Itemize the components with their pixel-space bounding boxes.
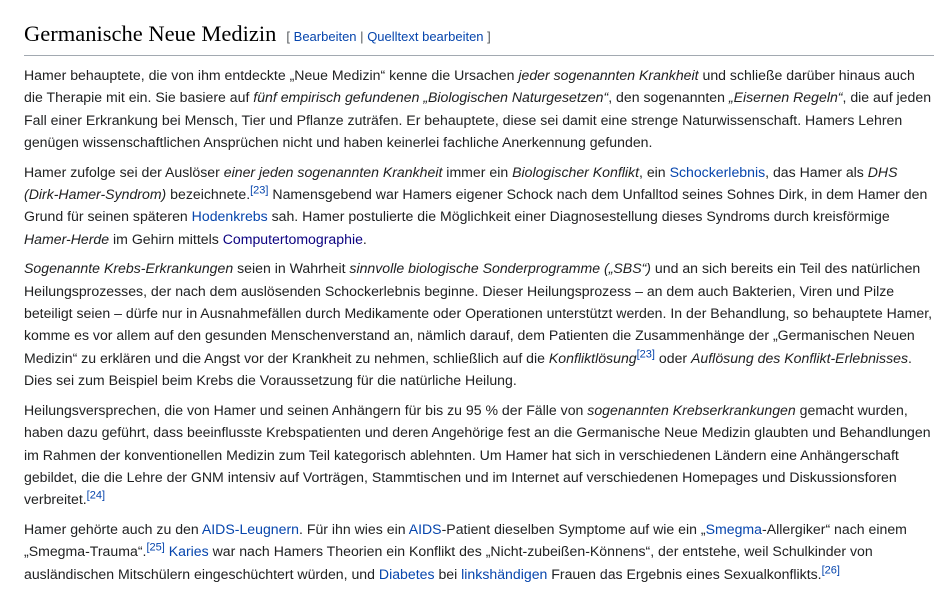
link-schockerlebnis[interactable]: Schockerlebnis bbox=[669, 163, 766, 180]
text: Namensgebend war Hamers eigener Schock nach dem Unfalltod seines Sohnes Dirk, in dem Hamer den Grund für seinen späteren bbox=[24, 186, 928, 225]
text: Hamer behauptete, die von ihm entdeckte „Neue Medizin“ kenne die Ursachen bbox=[24, 67, 519, 83]
link-smegma[interactable]: Smegma bbox=[705, 520, 763, 537]
text: , den sogenannten bbox=[608, 89, 729, 106]
paragraph-2 bbox=[24, 161, 934, 251]
reference-24 bbox=[87, 490, 105, 502]
text: , das Hamer als bbox=[765, 163, 868, 180]
text: immer ein bbox=[442, 163, 513, 180]
edit-separator: | bbox=[360, 29, 364, 44]
reference-25 bbox=[146, 541, 164, 553]
text: -Patient dieselben Symptome auf wie ein „ bbox=[441, 520, 706, 537]
italic-text: jeder sogenannten Krankheit bbox=[518, 67, 699, 83]
text: . Für ihn wies ein bbox=[299, 520, 409, 537]
italic-text: DHS (Dirk-Hamer-Syndrom) bbox=[24, 163, 898, 203]
text: Hamer gehörte auch zu den bbox=[24, 520, 202, 537]
text: , die auf jeden Fall einer Erkrankung bei Mensch, Tier und Pflanze zuträfen. Er behauptete, diese sei damit eine strenge Naturwissenschaft. Hamers Lehren genügen wissenschaftlichen Ansprüchen nicht und haben keinerlei fachliche Anerkennung gefunden. bbox=[24, 89, 932, 151]
italic-text: einer jeden sogenannten Krankheit bbox=[223, 163, 443, 180]
italic-text: fünf empirisch gefundenen „Biologischen Naturgesetzen“ bbox=[253, 89, 609, 106]
text: seien in Wahrheit bbox=[233, 260, 350, 277]
text: sah. Hamer postulierte die Möglichkeit einer Diagnosestellung dieses Syndroms durch kreisförmige bbox=[267, 208, 890, 225]
reference-23 bbox=[250, 184, 268, 196]
bracket-open: [ bbox=[286, 29, 291, 44]
text: , ein bbox=[639, 163, 670, 180]
text: gemacht wurden, haben dazu geführt, dass beeinflusste Krebspatienten und deren Angehörige fest an die Germanische Neue Medizin glaubten und Behandlungen im Rahmen der konventionellen Medizin zum Teil kategorisch ablehnten. Um Hamer hat sich in verschiedenen Ländern eine Anhängerschaft gebildet, die die Lehre der GNM intensiv auf Vorträgen, Stammtischen und im Internet auf verschiedenen Homepages und Diskussionsforen verbreitet. bbox=[24, 401, 931, 508]
paragraph-4 bbox=[24, 399, 934, 511]
italic-text: Sogenannte Krebs-Erkrankungen bbox=[24, 260, 234, 277]
edit-section-links bbox=[286, 29, 490, 44]
reference-26 bbox=[822, 564, 840, 576]
text: Frauen das Ergebnis eines Sexualkonflikts. bbox=[547, 565, 822, 582]
reference-link[interactable]: [23] bbox=[636, 348, 655, 361]
text: . Dies sei zum Beispiel beim Krebs die Voraussetzung für die natürliche Heilung. bbox=[24, 349, 912, 389]
paragraph-5 bbox=[24, 518, 934, 585]
text: im Gehirn mittels bbox=[109, 230, 223, 247]
bracket-close: ] bbox=[487, 29, 491, 44]
italic-text: Auflösung des Konflikt-Erlebnisses bbox=[691, 349, 909, 366]
italic-text: sinnvolle biologische Sonderprogramme („SBS“) bbox=[349, 260, 651, 277]
italic-text: Hamer-Herde bbox=[24, 230, 110, 247]
text: bezeichnete. bbox=[166, 186, 251, 203]
text: und an sich bereits ein Teil des natürlichen Heilungsprozesses, der nach dem auslösenden Schockerlebnis beginne. Dieser Heilungsprozess – an dem auch Bakterien, Viren und Pilze beteiligt seien – dürfe nur in Ausnahmefällen durch Medikamente oder Operationen unterstützt werden. In der Behandlung, so behauptete Hamer, komme es vor allem auf den gesunden Menschenverstand an, nämlich darauf, dem Patienten die Zusammenhänge der „Germanischen Neuen Medizin“ zu erklären und die Angst vor der Krankheit zu nehmen, schließlich auf die bbox=[24, 260, 933, 366]
text: bei bbox=[434, 565, 462, 582]
text: Heilungsversprechen, die von Hamer und seinen Anhängern für bis zu 95 % der Fälle von bbox=[24, 401, 588, 418]
italic-text: „Eisernen Regeln“ bbox=[728, 89, 843, 106]
reference-link[interactable]: [24] bbox=[86, 489, 106, 502]
link-aids[interactable]: AIDS bbox=[408, 520, 442, 537]
reference-23 bbox=[637, 348, 655, 360]
text: und schließe darüber hinaus auch die Therapie mit ein. Sie basiere auf bbox=[24, 67, 915, 106]
link-hodenkrebs[interactable]: Hodenkrebs bbox=[191, 208, 268, 225]
section-title: Germanische Neue Medizin bbox=[24, 21, 277, 46]
source-edit-link[interactable]: Quelltext bearbeiten bbox=[367, 29, 484, 44]
paragraph-3 bbox=[24, 257, 934, 391]
reference-link[interactable]: [26] bbox=[821, 563, 840, 576]
text: . bbox=[362, 230, 367, 247]
link-linkshaendigen[interactable]: linkshändigen bbox=[461, 565, 548, 582]
text: war nach Hamers Theorien ein Konflikt des „Nicht-zubeißen-Könnens“, der entstehe, weil Schulkinder von ausländischen Mitschülern eingeschüchtert würden, und bbox=[24, 543, 873, 582]
link-aids-leugnern[interactable]: AIDS-Leugnern bbox=[201, 520, 300, 537]
text: oder bbox=[654, 349, 692, 366]
reference-link[interactable]: [23] bbox=[250, 184, 269, 197]
link-karies[interactable]: Karies bbox=[168, 543, 209, 560]
text: -Allergiker“ nach einem „Smegma-Trauma“. bbox=[24, 520, 907, 560]
italic-text: Konfliktlösung bbox=[548, 349, 637, 366]
link-diabetes[interactable]: Diabetes bbox=[378, 565, 435, 582]
reference-link[interactable]: [25] bbox=[146, 541, 165, 554]
text: Hamer zufolge sei der Auslöser bbox=[24, 163, 224, 180]
italic-text: Biologischer Konflikt bbox=[512, 163, 639, 180]
article-section bbox=[24, 18, 934, 585]
link-computertomographie[interactable]: Computertomographie bbox=[222, 230, 363, 247]
edit-link[interactable]: Bearbeiten bbox=[293, 29, 357, 44]
paragraph-1 bbox=[24, 64, 934, 154]
italic-text: sogenannten Krebserkrankungen bbox=[587, 401, 796, 418]
section-heading bbox=[24, 18, 934, 56]
